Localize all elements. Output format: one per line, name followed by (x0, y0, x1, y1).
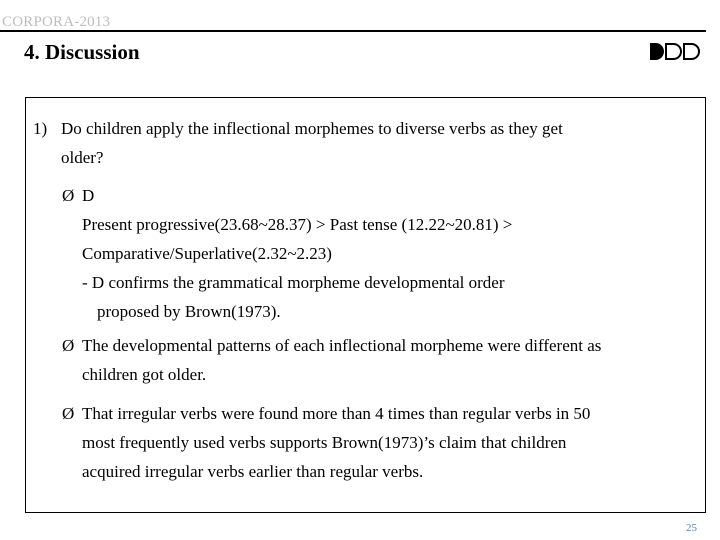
header-tag: CORPORA-2013 (2, 14, 111, 30)
question-line-1: Do children apply the inflectional morphemes to diverse verbs as they get (61, 119, 563, 138)
slide-title: 4. Discussion (24, 40, 140, 64)
bullet-2-line-1: The developmental patterns of each inflectional morpheme were different as (82, 336, 602, 355)
bullet-2-line-2: children got older. (82, 365, 207, 384)
bullet-1-line-4: - D confirms the grammatical morpheme developmental order (82, 273, 505, 292)
bullet-2 (62, 331, 702, 389)
question (33, 114, 693, 172)
arrow-bullet-icon: Ø (62, 186, 75, 205)
bullet-1-line-5: proposed by Brown(1973). (97, 302, 281, 321)
bullet-1-line-1: D (82, 186, 95, 205)
question-number: 1) (33, 119, 48, 138)
bullet-3-line-3: acquired irregular verbs earlier than regular verbs. (82, 462, 424, 481)
bullet-3-line-1: That irregular verbs were found more than 4 times than regular verbs in 50 (82, 404, 591, 423)
bullet-3-line-2: most frequently used verbs supports Brown(1973)’s claim that children (82, 433, 567, 452)
arrow-bullet-icon: Ø (62, 336, 75, 355)
arrow-bullet-icon: Ø (62, 404, 75, 423)
bullet-1 (62, 181, 702, 326)
question-line-2: older? (61, 148, 104, 167)
bullet-3 (62, 399, 702, 486)
decorative-logo-icon (650, 43, 700, 61)
bullet-1-line-3: Comparative/Superlative(2.32~2.23) (82, 244, 332, 263)
bullet-1-line-2: Present progressive(23.68~28.37) > Past tense (12.22~20.81) > (82, 215, 513, 234)
page-number: 25 (686, 522, 697, 534)
title-rule (0, 30, 706, 32)
